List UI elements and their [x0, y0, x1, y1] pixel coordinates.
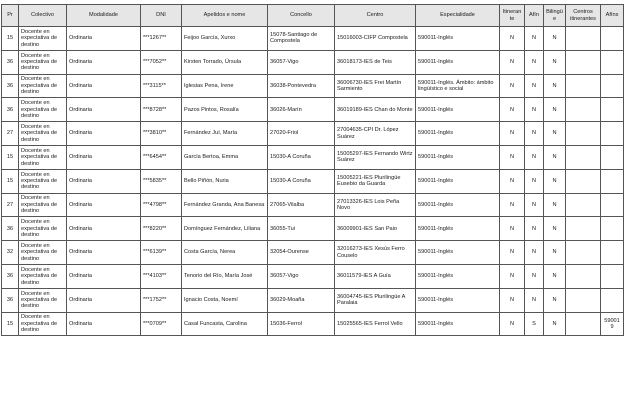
- cell-concello: 36055-Tui: [268, 217, 335, 241]
- cell-pr: 36: [2, 217, 19, 241]
- cell-afins: [601, 145, 624, 169]
- cell-itinerante: N: [500, 122, 525, 146]
- cell-afin: N: [525, 50, 544, 74]
- table-row: [2, 98, 624, 122]
- table-row: [2, 74, 624, 98]
- cell-centros-itinerantes: [566, 312, 601, 336]
- cell-especialidade: 590011-Inglés. Ámbito: ámbito lingüístico e social: [416, 74, 500, 98]
- cell-pr: 15: [2, 145, 19, 169]
- cell-concello: 36026-Marín: [268, 98, 335, 122]
- cell-centros-itinerantes: [566, 98, 601, 122]
- table-row: [2, 193, 624, 217]
- cell-apelidos-nome: Feijoo García, Xurxo: [182, 27, 268, 51]
- cell-apelidos-nome: Ignacio Costa, Noemí: [182, 288, 268, 312]
- cell-dni: ***0709**: [141, 312, 182, 336]
- cell-colectivo: Docente en expectativa de destino: [19, 193, 67, 217]
- header-apelidos-nome: Apelidos e nome: [182, 5, 268, 27]
- header-row: [2, 5, 624, 27]
- header-afin: Afín: [525, 5, 544, 27]
- cell-centros-itinerantes: [566, 241, 601, 265]
- cell-centro: 36018173-IES de Teis: [335, 50, 416, 74]
- cell-afins: [601, 288, 624, 312]
- cell-afins: [601, 74, 624, 98]
- cell-bilingue: N: [544, 27, 566, 51]
- cell-itinerante: N: [500, 241, 525, 265]
- cell-pr: 36: [2, 264, 19, 288]
- cell-especialidade: 590011-Inglés: [416, 98, 500, 122]
- cell-centros-itinerantes: [566, 50, 601, 74]
- table-row: [2, 264, 624, 288]
- cell-apelidos-nome: Fernández Juí, María: [182, 122, 268, 146]
- cell-itinerante: N: [500, 312, 525, 336]
- cell-bilingue: N: [544, 98, 566, 122]
- cell-modalidade: Ordinaria: [67, 288, 141, 312]
- cell-centro: 36019189-IES Chan do Monte: [335, 98, 416, 122]
- cell-centros-itinerantes: [566, 288, 601, 312]
- cell-centro: 36009901-IES San Paio: [335, 217, 416, 241]
- cell-afin: N: [525, 74, 544, 98]
- table-row: [2, 241, 624, 265]
- cell-colectivo: Docente en expectativa de destino: [19, 241, 67, 265]
- cell-centros-itinerantes: [566, 27, 601, 51]
- cell-afins: [601, 27, 624, 51]
- cell-itinerante: N: [500, 217, 525, 241]
- table-row: [2, 312, 624, 336]
- cell-modalidade: Ordinaria: [67, 98, 141, 122]
- cell-dni: ***6454**: [141, 145, 182, 169]
- header-concello: Concello: [268, 5, 335, 27]
- assignments-table: [1, 4, 624, 336]
- cell-afins: [601, 193, 624, 217]
- cell-especialidade: 590011-Inglés: [416, 193, 500, 217]
- cell-apelidos-nome: Kirsten Torrado, Úrsula: [182, 50, 268, 74]
- cell-centro: 27004635-CPI Dr. López Suárez: [335, 122, 416, 146]
- table-body: [2, 27, 624, 336]
- cell-centro: 36011579-IES A Guía: [335, 264, 416, 288]
- cell-especialidade: 590011-Inglés: [416, 122, 500, 146]
- cell-apelidos-nome: Costa García, Nerea: [182, 241, 268, 265]
- cell-centros-itinerantes: [566, 74, 601, 98]
- cell-pr: 36: [2, 98, 19, 122]
- cell-afins: 590019: [601, 312, 624, 336]
- cell-especialidade: 590011-Inglés: [416, 217, 500, 241]
- cell-dni: ***7052**: [141, 50, 182, 74]
- cell-afin: N: [525, 27, 544, 51]
- cell-afin: N: [525, 217, 544, 241]
- cell-dni: ***4798**: [141, 193, 182, 217]
- cell-centro: 15025565-IES Ferrol Vello: [335, 312, 416, 336]
- cell-apelidos-nome: Casal Funcasta, Carolina: [182, 312, 268, 336]
- cell-itinerante: N: [500, 50, 525, 74]
- cell-bilingue: N: [544, 217, 566, 241]
- cell-dni: ***1752**: [141, 288, 182, 312]
- cell-afin: N: [525, 122, 544, 146]
- table-row: [2, 27, 624, 51]
- cell-concello: 36057-Vigo: [268, 264, 335, 288]
- cell-afin: N: [525, 288, 544, 312]
- cell-centros-itinerantes: [566, 169, 601, 193]
- cell-bilingue: N: [544, 312, 566, 336]
- cell-bilingue: N: [544, 241, 566, 265]
- cell-colectivo: Docente en expectativa de destino: [19, 74, 67, 98]
- cell-itinerante: N: [500, 74, 525, 98]
- cell-apelidos-nome: Tenorio del Río, María José: [182, 264, 268, 288]
- cell-colectivo: Docente en expectativa de destino: [19, 145, 67, 169]
- cell-bilingue: N: [544, 169, 566, 193]
- cell-dni: ***6139**: [141, 241, 182, 265]
- cell-apelidos-nome: Bello Piñón, Nuria: [182, 169, 268, 193]
- cell-afins: [601, 122, 624, 146]
- cell-bilingue: N: [544, 122, 566, 146]
- assignments-table-container: [1, 4, 624, 336]
- cell-especialidade: 590011-Inglés: [416, 27, 500, 51]
- cell-colectivo: Docente en expectativa de destino: [19, 312, 67, 336]
- cell-bilingue: N: [544, 264, 566, 288]
- cell-afin: N: [525, 241, 544, 265]
- cell-colectivo: Docente en expectativa de destino: [19, 98, 67, 122]
- cell-itinerante: N: [500, 193, 525, 217]
- cell-modalidade: Ordinaria: [67, 122, 141, 146]
- cell-dni: ***3115**: [141, 74, 182, 98]
- cell-itinerante: N: [500, 145, 525, 169]
- cell-apelidos-nome: Iglesias Pena, Irene: [182, 74, 268, 98]
- cell-modalidade: Ordinaria: [67, 74, 141, 98]
- cell-colectivo: Docente en expectativa de destino: [19, 288, 67, 312]
- cell-modalidade: Ordinaria: [67, 217, 141, 241]
- cell-concello: 15036-Ferrol: [268, 312, 335, 336]
- cell-apelidos-nome: Pazos Pintos, Rosalía: [182, 98, 268, 122]
- header-centro: Centro: [335, 5, 416, 27]
- cell-dni: ***8220**: [141, 217, 182, 241]
- cell-modalidade: Ordinaria: [67, 193, 141, 217]
- table-row: [2, 145, 624, 169]
- cell-bilingue: N: [544, 193, 566, 217]
- cell-concello: 27065-Vilalba: [268, 193, 335, 217]
- cell-dni: ***8728**: [141, 98, 182, 122]
- header-centros-itinerantes: Centros itinerantes: [566, 5, 601, 27]
- header-colectivo: Colectivo: [19, 5, 67, 27]
- header-dni: DNI: [141, 5, 182, 27]
- cell-afin: N: [525, 264, 544, 288]
- cell-especialidade: 590011-Inglés: [416, 288, 500, 312]
- cell-pr: 36: [2, 74, 19, 98]
- cell-centro: 15016003-CIFP Compostela: [335, 27, 416, 51]
- cell-concello: 36029-Moaña: [268, 288, 335, 312]
- cell-pr: 36: [2, 50, 19, 74]
- cell-especialidade: 590011-Inglés: [416, 169, 500, 193]
- cell-colectivo: Docente en expectativa de destino: [19, 264, 67, 288]
- cell-centros-itinerantes: [566, 264, 601, 288]
- cell-bilingue: N: [544, 50, 566, 74]
- cell-itinerante: N: [500, 288, 525, 312]
- cell-itinerante: N: [500, 98, 525, 122]
- cell-dni: ***4103**: [141, 264, 182, 288]
- cell-dni: ***3810**: [141, 122, 182, 146]
- cell-colectivo: Docente en expectativa de destino: [19, 122, 67, 146]
- cell-pr: 32: [2, 241, 19, 265]
- cell-afins: [601, 169, 624, 193]
- cell-modalidade: Ordinaria: [67, 264, 141, 288]
- header-pr: Pr: [2, 5, 19, 27]
- cell-concello: 15030-A Coruña: [268, 145, 335, 169]
- table-header: [2, 5, 624, 27]
- cell-modalidade: Ordinaria: [67, 145, 141, 169]
- table-row: [2, 50, 624, 74]
- header-bilingue: Bilingüe: [544, 5, 566, 27]
- cell-concello: 36038-Pontevedra: [268, 74, 335, 98]
- cell-centro: 27013326-IES Lois Peña Novo: [335, 193, 416, 217]
- cell-dni: ***1267**: [141, 27, 182, 51]
- cell-afins: [601, 217, 624, 241]
- cell-afin: N: [525, 193, 544, 217]
- cell-afins: [601, 50, 624, 74]
- cell-pr: 27: [2, 122, 19, 146]
- cell-modalidade: Ordinaria: [67, 50, 141, 74]
- cell-modalidade: Ordinaria: [67, 27, 141, 51]
- cell-colectivo: Docente en expectativa de destino: [19, 217, 67, 241]
- cell-colectivo: Docente en expectativa de destino: [19, 27, 67, 51]
- cell-colectivo: Docente en expectativa de destino: [19, 50, 67, 74]
- cell-itinerante: N: [500, 169, 525, 193]
- cell-bilingue: N: [544, 74, 566, 98]
- cell-modalidade: Ordinaria: [67, 241, 141, 265]
- cell-afins: [601, 241, 624, 265]
- cell-apelidos-nome: García Bertoa, Emma: [182, 145, 268, 169]
- cell-especialidade: 590011-Inglés: [416, 264, 500, 288]
- cell-especialidade: 590011-Inglés: [416, 50, 500, 74]
- cell-concello: 15078-Santiago de Compostela: [268, 27, 335, 51]
- table-row: [2, 122, 624, 146]
- cell-centros-itinerantes: [566, 122, 601, 146]
- table-row: [2, 288, 624, 312]
- cell-dni: ***5835**: [141, 169, 182, 193]
- cell-afins: [601, 98, 624, 122]
- cell-centro: 36004745-IES Plurilingüe A Paralaia: [335, 288, 416, 312]
- header-itinerante: Itinerante: [500, 5, 525, 27]
- cell-apelidos-nome: Domínguez Fernández, Liliana: [182, 217, 268, 241]
- cell-concello: 36057-Vigo: [268, 50, 335, 74]
- cell-especialidade: 590011-Inglés: [416, 312, 500, 336]
- header-especialidade: Especialidade: [416, 5, 500, 27]
- header-afins: Afíns: [601, 5, 624, 27]
- cell-afin: S: [525, 312, 544, 336]
- cell-concello: 27020-Friol: [268, 122, 335, 146]
- table-row: [2, 217, 624, 241]
- cell-itinerante: N: [500, 264, 525, 288]
- cell-itinerante: N: [500, 27, 525, 51]
- cell-pr: 36: [2, 288, 19, 312]
- cell-colectivo: Docente en expectativa de destino: [19, 169, 67, 193]
- cell-especialidade: 590011-Inglés: [416, 241, 500, 265]
- table-row: [2, 169, 624, 193]
- cell-centro: 15005297-IES Fernando Wirtz Suárez: [335, 145, 416, 169]
- cell-afins: [601, 264, 624, 288]
- cell-pr: 15: [2, 312, 19, 336]
- cell-centros-itinerantes: [566, 193, 601, 217]
- cell-afin: N: [525, 169, 544, 193]
- header-modalidade: Modalidade: [67, 5, 141, 27]
- cell-pr: 27: [2, 193, 19, 217]
- cell-pr: 15: [2, 169, 19, 193]
- cell-modalidade: Ordinaria: [67, 169, 141, 193]
- cell-concello: 15030-A Coruña: [268, 169, 335, 193]
- cell-centro: 32016273-IES Xesús Ferro Couselo: [335, 241, 416, 265]
- cell-especialidade: 590011-Inglés: [416, 145, 500, 169]
- cell-pr: 15: [2, 27, 19, 51]
- cell-modalidade: Ordinaria: [67, 312, 141, 336]
- cell-centro: 15005221-IES Plurilingüe Eusebio da Guarda: [335, 169, 416, 193]
- cell-bilingue: N: [544, 145, 566, 169]
- cell-afin: N: [525, 145, 544, 169]
- cell-concello: 32054-Ourense: [268, 241, 335, 265]
- cell-afin: N: [525, 98, 544, 122]
- cell-apelidos-nome: Fernández Granda, Ana Banesa: [182, 193, 268, 217]
- cell-centro: 36006730-IES Frei Martín Sarmiento: [335, 74, 416, 98]
- cell-bilingue: N: [544, 288, 566, 312]
- cell-centros-itinerantes: [566, 145, 601, 169]
- cell-centros-itinerantes: [566, 217, 601, 241]
